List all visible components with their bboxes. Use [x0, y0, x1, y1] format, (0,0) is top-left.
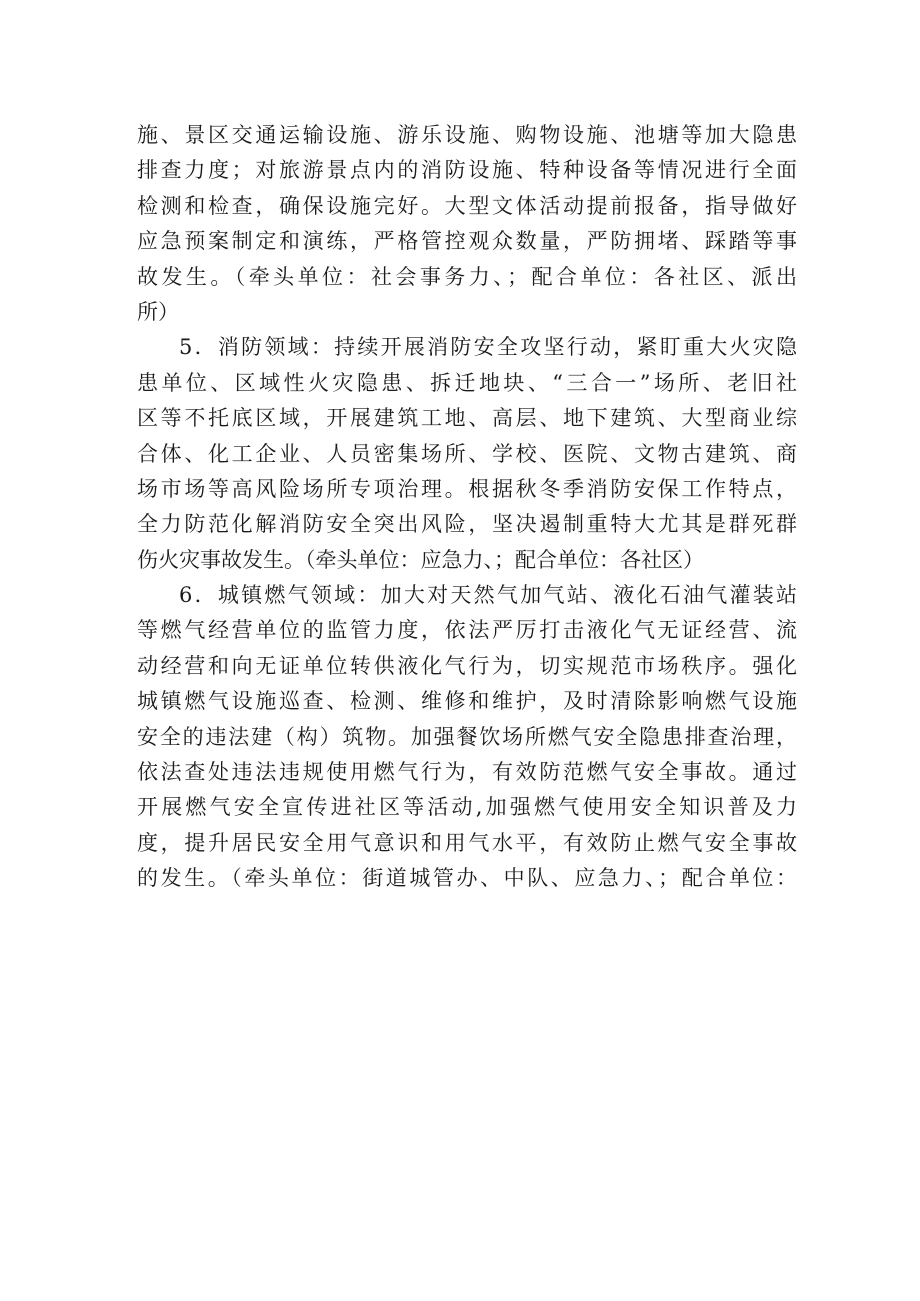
text-line: 排查力度；对旅游景点内的消防设施、特种设备等情况进行全面	[137, 158, 797, 183]
text-line: 全力防范化解消防安全突出风险，坚决遏制重特大尤其是群死群	[137, 512, 797, 537]
text-line: 伤火灾事故发生。（牵头单位：应急力、；配合单位：各社区）	[137, 547, 704, 572]
text-line: 患单位、区域性火灾隐患、拆迁地块、“三合一”场所、老旧社	[137, 370, 797, 395]
text-line: 6．城镇燃气领域：加大对天然气加气站、液化石油气灌装站	[179, 583, 797, 608]
paragraph-fire-safety	[137, 330, 797, 578]
text-line: 所）	[137, 299, 179, 324]
text-line: 合体、化工企业、人员密集场所、学校、医院、文物古建筑、商	[137, 441, 797, 466]
text-line: 度，提升居民安全用气意识和用气水平，有效防止燃气安全事故	[137, 830, 797, 855]
text-line: 5．消防领域：持续开展消防安全攻坚行动，紧盯重大火灾隐	[179, 335, 797, 360]
text-line: 依法查处违法违规使用燃气行为，有效防范燃气安全事故。通过	[137, 760, 797, 785]
paragraph-tourism-continued	[137, 118, 797, 330]
text-line: 城镇燃气设施巡查、检测、维修和维护，及时清除影响燃气设施	[137, 689, 797, 714]
text-line: 等燃气经营单位的监管力度，依法严厉打击液化气无证经营、流	[137, 618, 797, 643]
text-line: 开展燃气安全宣传进社区等活动,加强燃气使用安全知识普及力	[137, 795, 797, 820]
paragraph-urban-gas	[137, 578, 797, 897]
text-line: 施、景区交通运输设施、游乐设施、购物设施、池塘等加大隐患	[137, 123, 797, 147]
text-line: 故发生。（牵头单位：社会事务力、；配合单位：各社区、派出	[137, 264, 797, 289]
text-line: 的发生。（牵头单位：街道城管办、中队、应急力、；配合单位：	[137, 866, 797, 891]
document-body	[137, 118, 797, 897]
text-line: 场市场等高风险场所专项治理。根据秋冬季消防安保工作特点，	[137, 476, 797, 501]
text-line: 动经营和向无证单位转供液化气行为，切实规范市场秩序。强化	[137, 653, 797, 678]
text-line: 检测和检查，确保设施完好。大型文体活动提前报备，指导做好	[137, 193, 797, 218]
text-line: 区等不托底区域，开展建筑工地、高层、地下建筑、大型商业综	[137, 406, 797, 431]
text-line: 应急预案制定和演练，严格管控观众数量，严防拥堵、踩踏等事	[137, 229, 797, 254]
text-line: 安全的违法建（构）筑物。加强餐饮场所燃气安全隐患排查治理，	[137, 724, 797, 749]
